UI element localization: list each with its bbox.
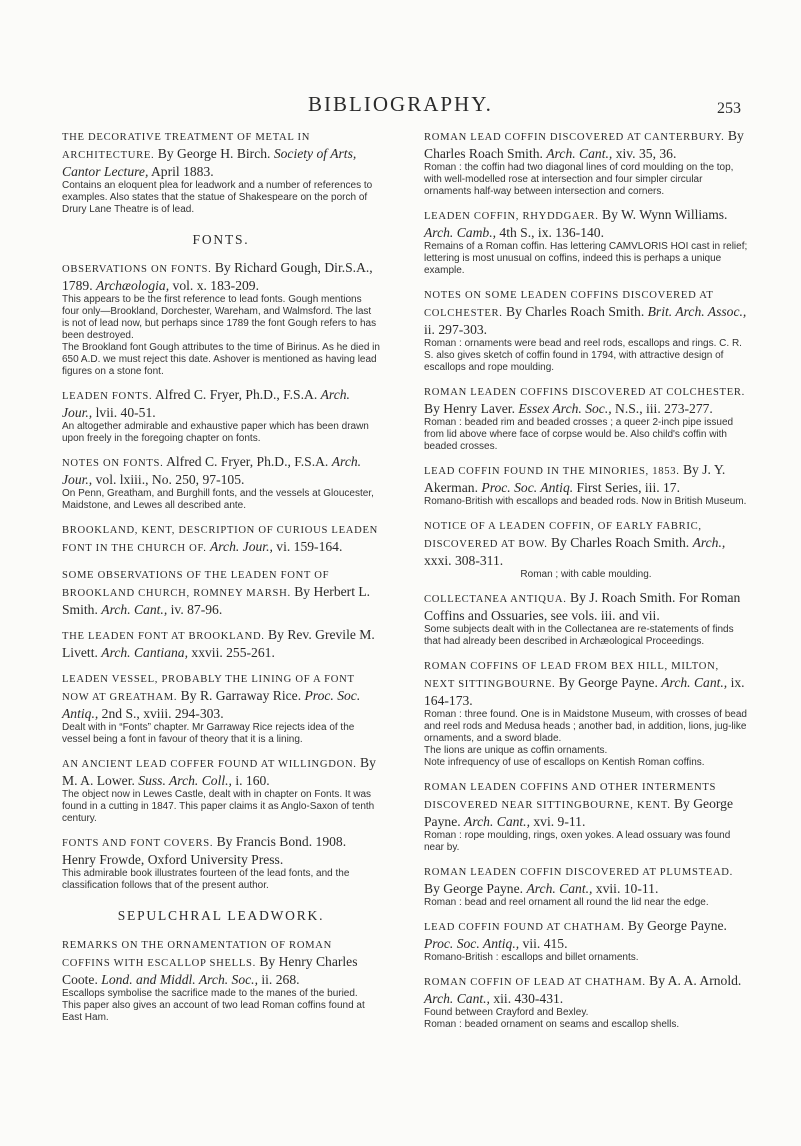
entry-note: Contains an eloquent plea for leadwork and a number of references to examples. Also states that the statue of Shakespeare on the porch of Drury Lane Theatre is of lead.	[62, 180, 373, 215]
bibliography-entry	[424, 863, 748, 909]
entry-source: Arch. Cant.,	[546, 146, 613, 161]
bibliography-entry	[424, 286, 748, 374]
section-heading: SEPULCHRAL LEADWORK.	[117, 908, 325, 923]
entry-title: ROMAN LEADEN COFFIN DISCOVERED AT PLUMSTEAD.	[424, 867, 734, 878]
entry-author: By George Payne.	[424, 881, 527, 896]
bibliography-entry	[424, 128, 748, 198]
entry-citation	[424, 286, 748, 338]
entry-source: Arch. Cant.,	[526, 881, 593, 896]
entry-title: NOTICE OF A LEADEN COFFIN, OF EARLY FABRIC, DISCOVERED AT BOW.	[424, 521, 702, 550]
entry-source: Proc. Soc. Antiq.,	[62, 688, 361, 721]
entry-citation	[62, 834, 380, 868]
entry-author: By R. Garraway Rice.	[177, 688, 305, 703]
bibliography-entry	[424, 462, 748, 508]
entry-title: THE LEADEN FONT AT BROOKLAND.	[62, 631, 265, 642]
entry-reference: xxvii. 255-261.	[188, 645, 275, 660]
entry-author: By Richard Gough, Dir.S.A., 1789.	[62, 260, 373, 293]
entry-source: Arch. Cant.,	[661, 675, 728, 690]
entry-title: THE DECORATIVE TREATMENT OF METAL IN ARCHITECTURE.	[62, 132, 311, 161]
entry-note: Roman : ornaments were bead and reel rods, escallops and rings. C. R. S. also gives sketch of coffin found in 1794, with attractive design of escallops and rope moulding.	[424, 338, 742, 373]
entry-reference: ii. 297-303.	[424, 322, 488, 337]
bibliography-entry	[424, 918, 748, 964]
entry-title: ROMAN LEADEN COFFINS DISCOVERED AT COLCHESTER.	[424, 387, 746, 398]
entry-title: FONTS AND FONT COVERS.	[62, 838, 214, 849]
entry-title: LEAD COFFIN FOUND AT CHATHAM.	[424, 922, 625, 933]
entry-note: Romano-British : escallops and billet ornaments.	[424, 952, 639, 963]
entry-note: On Penn, Greatham, and Burghill fonts, and the vessels at Gloucester, Maidstone, and Lewes all described ante.	[62, 488, 374, 511]
entry-note: Roman : bead and reel ornament all round the lid near the edge.	[424, 897, 709, 908]
entry-author: By Charles Roach Smith.	[424, 128, 744, 161]
entry-citation	[424, 778, 748, 830]
running-head: BIBLIOGRAPHY.	[308, 92, 493, 116]
entry-citation	[424, 918, 748, 952]
entry-citation	[424, 517, 748, 569]
entry-note: Remains of a Roman coffin. Has lettering CAMVLORIS HOI cast in relief; lettering is most unusual on coffins, indeed this is perhaps a unique example.	[424, 241, 748, 276]
entry-note: Roman : beaded ornament on seams and escallop shells.	[424, 1019, 680, 1030]
entry-citation	[62, 627, 380, 661]
entry-title: NOTES ON SOME LEADEN COFFINS DISCOVERED AT COLCHESTER.	[424, 290, 714, 319]
entry-reference: 2nd S., xviii. 294-303.	[98, 706, 224, 721]
entry-note: The Brookland font Gough attributes to the time of Birinus. As he died in 650 A.D. we must reject this date. Ashover is mentioned as having lead figures on a stone font.	[62, 342, 380, 377]
entry-reference: vol. x. 183-209.	[169, 278, 259, 293]
entry-source: Arch. Cant.,	[464, 814, 530, 829]
bibliography-entry	[62, 670, 380, 746]
entry-title: OBSERVATIONS ON FONTS.	[62, 264, 212, 275]
entry-note: Roman : three found. One is in Maidstone Museum, with crosses of bead and reel rods and Medusa heads ; another bad, in addition, lions, jug-like ornaments, and a sword blade.	[424, 709, 747, 744]
entry-author: By Herbert L. Smith.	[62, 584, 371, 617]
entry-reference: vii. 415.	[519, 936, 568, 951]
entry-citation	[424, 207, 748, 241]
entry-note: Roman : rope moulding, rings, oxen yokes. A lead ossuary was found near by.	[424, 830, 731, 853]
entry-citation	[62, 454, 380, 488]
entry-author: By Henry Charles Coote.	[62, 954, 358, 987]
entry-source: Archæologia,	[95, 278, 170, 293]
entry-author: By Francis Bond. 1908. Henry Frowde, Oxford University Press.	[62, 834, 347, 867]
entry-title: AN ANCIENT LEAD COFFER FOUND AT WILLINGDON.	[62, 759, 357, 770]
entry-note: This admirable book illustrates fourteen of the lead fonts, and the classification follows that of the present author.	[62, 868, 350, 891]
entry-source: Arch. Cant.,	[424, 991, 490, 1006]
entry-author: By J. Y. Akerman.	[424, 462, 726, 495]
entry-note: Roman : beaded rim and beaded crosses ; a queer 2-inch pipe issued from lid above where face of corpse would be. Also child's coffin with beaded crosses.	[424, 417, 734, 452]
bibliography-entry	[424, 778, 748, 854]
bibliography-entry	[62, 936, 380, 1024]
entry-title: COLLECTANEA ANTIQUA.	[424, 594, 567, 605]
entry-note: Found between Crayford and Bexley.	[424, 1007, 589, 1018]
entry-citation	[424, 383, 748, 417]
bibliography-entry	[62, 566, 380, 618]
entry-title: ROMAN LEADEN COFFINS AND OTHER INTERMENTS DISCOVERED NEAR SITTINGBOURNE, KENT.	[424, 782, 717, 811]
entry-title: ROMAN COFFINS OF LEAD FROM BEX HILL, MILTON, NEXT SITTINGBOURNE.	[424, 661, 719, 690]
entry-citation	[62, 566, 380, 618]
entry-note: An altogether admirable and exhaustive paper which has been drawn upon freely in the foregoing chapter on fonts.	[62, 421, 369, 444]
entry-title: ROMAN LEAD COFFIN DISCOVERED AT CANTERBURY.	[424, 132, 725, 143]
bibliography-entry	[424, 383, 748, 453]
entry-author: By M. A. Lower.	[62, 755, 376, 788]
entry-note: This appears to be the first reference to lead fonts. Gough mentions four only—Brookland, Dorchester, Wareham, and Walmsford. The last is not of lead now, but perhaps since 1789 the font Gough refers to has been destroyed.	[62, 294, 377, 341]
entry-reference: N.S., iii. 273-277.	[611, 401, 713, 416]
entry-note: The object now in Lewes Castle, dealt with in chapter on Fonts. It was found in a cutting in 1847. This paper claims it as Anglo-Saxon of tenth century.	[62, 789, 375, 824]
entry-author: By W. Wynn Williams.	[598, 207, 728, 222]
bibliography-entry	[62, 454, 380, 512]
bibliography-entry	[62, 521, 380, 557]
bibliography-entry	[424, 657, 748, 769]
bibliography-entry	[62, 260, 380, 378]
bibliography-entry	[424, 517, 748, 581]
bibliography-entry	[62, 755, 380, 825]
entry-note: Roman ; with cable moulding.	[520, 569, 652, 580]
bibliography-entry	[62, 128, 380, 216]
entry-note: Some subjects dealt with in the Collectanea are re-statements of finds that had already been described in Archæological Proceedings.	[424, 624, 734, 647]
entry-source: Arch.,	[692, 535, 726, 550]
entry-title: LEADEN FONTS.	[62, 391, 153, 402]
entry-author: By Charles Roach Smith.	[547, 535, 693, 550]
entry-reference: xvi. 9-11.	[529, 814, 586, 829]
entry-title: REMARKS ON THE ORNAMENTATION OF ROMAN COFFINS WITH ESCALLOP SHELLS.	[62, 940, 332, 969]
page-number: 253	[717, 100, 741, 117]
entry-source: Suss. Arch. Coll.,	[138, 773, 232, 788]
entry-author: By George Payne.	[555, 675, 662, 690]
entry-note: The lions are unique as coffin ornaments.	[424, 745, 608, 756]
entry-author: By Charles Roach Smith.	[502, 304, 648, 319]
entry-source: Proc. Soc. Antiq.	[481, 480, 574, 495]
entry-reference: vol. lxiii., No. 250, 97-105.	[92, 472, 245, 487]
entry-author: By Henry Laver.	[424, 401, 519, 416]
entry-citation	[62, 128, 380, 180]
entry-citation	[62, 260, 380, 294]
entry-title: NOTES ON FONTS.	[62, 458, 164, 469]
entry-reference: First Series, iii. 17.	[573, 480, 681, 495]
entry-citation	[424, 863, 748, 897]
entry-reference: 4th S., ix. 136-140.	[496, 225, 604, 240]
entry-citation	[424, 590, 748, 624]
entry-citation	[424, 973, 748, 1007]
entry-reference: xii. 430-431.	[489, 991, 564, 1006]
entry-author: By George H. Birch.	[154, 146, 274, 161]
entry-title: LEADEN VESSEL, PROBABLY THE LINING OF A FONT NOW AT GREATHAM.	[62, 674, 355, 703]
entry-reference: lvii. 40-51.	[92, 405, 156, 420]
entry-source: Arch. Cant.,	[101, 602, 168, 617]
entry-note: Escallops symbolise the sacrifice made to the manes of the buried.	[62, 988, 358, 999]
entry-source: Brit. Arch. Assoc.,	[647, 304, 747, 319]
entry-author: By Rev. Grevile M. Livett.	[62, 627, 375, 660]
entry-reference: xxxi. 308-311.	[424, 553, 504, 568]
entry-reference: April 1883.	[148, 164, 214, 179]
entry-reference: ix. 164-173.	[424, 675, 745, 708]
bibliography-entry	[62, 834, 380, 892]
entry-note: Romano-British with escallops and beaded rods. Now in British Museum.	[424, 496, 747, 507]
section-heading: FONTS.	[192, 232, 250, 247]
right-column	[424, 128, 748, 1040]
entry-note: Dealt with in “Fonts” chapter. Mr Garraway Rice rejects idea of the vessel being a font in favour of theory that it is a lining.	[62, 722, 355, 745]
entry-source: Lond. and Middl. Arch. Soc.,	[101, 972, 258, 987]
entry-source: Arch. Jour.,	[62, 454, 362, 487]
entry-reference: ii. 268.	[257, 972, 300, 987]
entry-note: This paper also gives an account of two lead Roman coffins found at East Ham.	[62, 1000, 365, 1023]
entry-source: Essex Arch. Soc.,	[518, 401, 612, 416]
entry-citation	[62, 670, 380, 722]
entry-title: LEAD COFFIN FOUND IN THE MINORIES, 1853.	[424, 466, 680, 477]
entry-reference: i. 160.	[231, 773, 270, 788]
entry-title: ROMAN COFFIN OF LEAD AT CHATHAM.	[424, 977, 646, 988]
entry-author: Alfred C. Fryer, Ph.D., F.S.A.	[152, 387, 321, 402]
entry-citation	[62, 387, 380, 421]
entry-reference: xvii. 10-11.	[592, 881, 659, 896]
bibliography-entry	[424, 207, 748, 277]
entry-author: By J. Roach Smith. For Roman Coffins and Ossuaries, see vols. iii. and vii.	[424, 590, 741, 623]
entry-source: Arch. Camb.,	[424, 225, 496, 240]
entry-title: LEADEN COFFIN, RHYDDGAER.	[424, 211, 599, 222]
entry-note: Roman : the coffin had two diagonal lines of cord moulding on the top, with well-modelled rose at intersection and four simpler circular ornaments half-way between intersection and corners.	[424, 162, 734, 197]
entry-title: SOME OBSERVATIONS OF THE LEADEN FONT OF BROOKLAND CHURCH, ROMNEY MARSH.	[62, 570, 330, 599]
bibliography-entry	[62, 387, 380, 445]
entry-citation	[62, 936, 380, 988]
entry-reference: vi. 159-164.	[272, 539, 343, 554]
entry-note: Note infrequency of use of escallops on Kentish Roman coffins.	[424, 757, 705, 768]
entry-source: Arch. Jour.,	[62, 387, 350, 420]
entry-citation	[62, 521, 380, 557]
left-column	[62, 128, 380, 1033]
bibliography-entry	[424, 590, 748, 648]
entry-citation	[424, 462, 748, 496]
entry-author: By A. A. Arnold.	[645, 973, 742, 988]
entry-source: Society of Arts, Cantor Lecture,	[62, 146, 357, 179]
entry-reference: iv. 87-96.	[167, 602, 223, 617]
entry-author: By George Payne.	[624, 918, 727, 933]
entry-source: Arch. Cantiana,	[101, 645, 188, 660]
bibliography-entry	[62, 627, 380, 661]
entry-author: Alfred C. Fryer, Ph.D., F.S.A.	[163, 454, 332, 469]
entry-citation	[424, 128, 748, 162]
entry-title: BROOKLAND, KENT, DESCRIPTION OF CURIOUS LEADEN FONT IN THE CHURCH OF.	[62, 525, 378, 554]
bibliography-entry	[424, 973, 748, 1031]
entry-source: Arch. Jour.,	[209, 539, 273, 554]
entry-reference: xiv. 35, 36.	[612, 146, 677, 161]
entry-source: Proc. Soc. Antiq.,	[424, 936, 520, 951]
entry-citation	[62, 755, 380, 789]
entry-citation	[424, 657, 748, 709]
entry-author: By George Payne.	[424, 796, 733, 829]
